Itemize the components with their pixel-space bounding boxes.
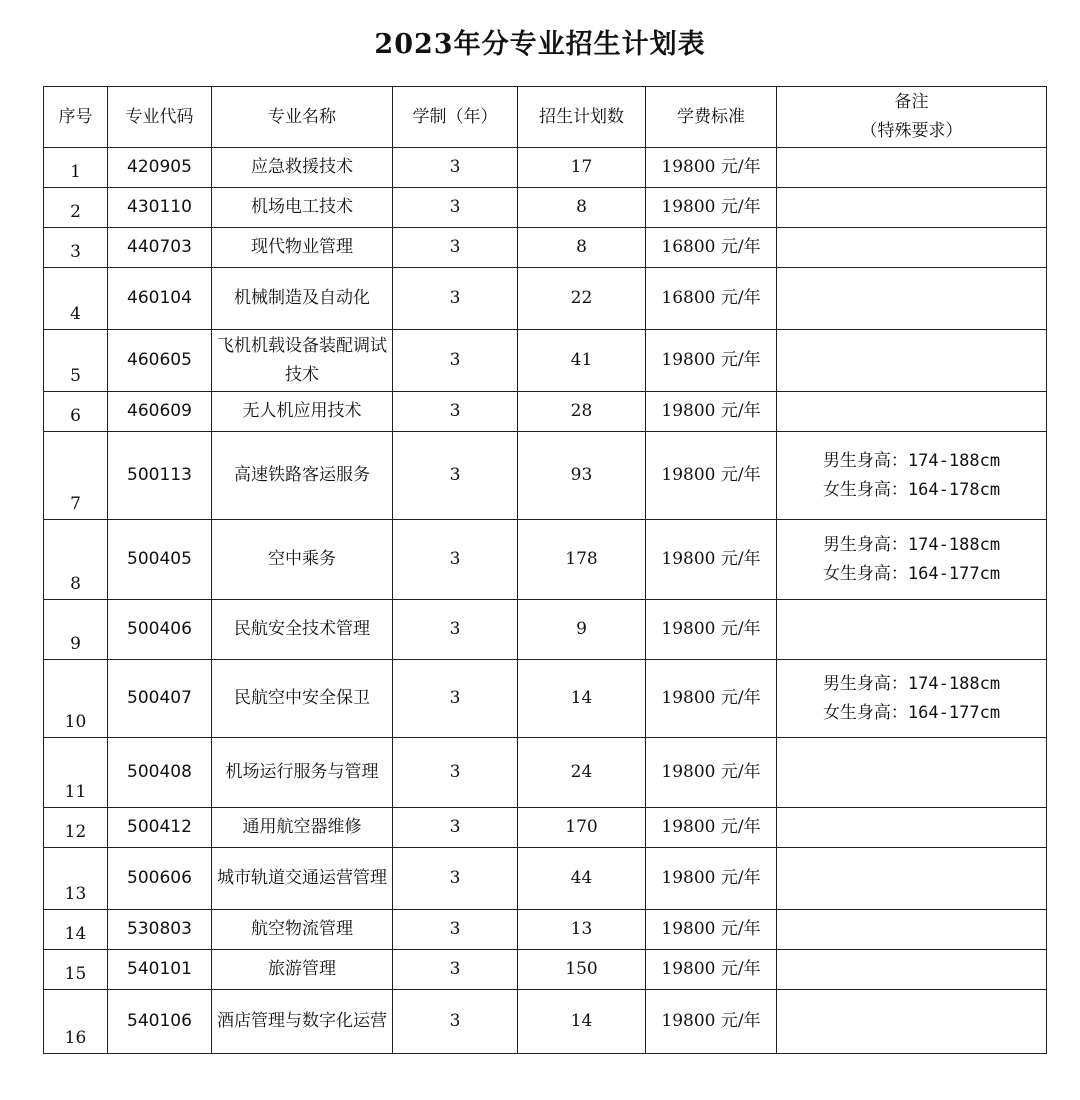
cell-note — [777, 738, 1047, 808]
cell-seq: 8 — [44, 520, 108, 600]
cell-duration: 3 — [393, 910, 518, 950]
cell-duration: 3 — [393, 738, 518, 808]
cell-major-name: 应急救援技术 — [212, 148, 393, 188]
table-row — [44, 738, 1047, 808]
cell-major-code: 430110 — [108, 188, 212, 228]
cell-major-name: 民航空中安全保卫 — [212, 660, 393, 738]
cell-duration: 3 — [393, 432, 518, 520]
header-note — [777, 87, 1047, 148]
header-note-title: 备注 — [894, 92, 929, 112]
cell-fee: 19800 元/年 — [646, 848, 777, 910]
cell-quota: 170 — [518, 808, 646, 848]
cell-duration: 3 — [393, 148, 518, 188]
cell-major-code: 460609 — [108, 392, 212, 432]
cell-major-name: 酒店管理与数字化运营 — [212, 990, 393, 1054]
note-line: 女生身高：164-178cm — [822, 479, 1001, 500]
table-row — [44, 950, 1047, 990]
cell-fee: 19800 元/年 — [646, 950, 777, 990]
cell-major-code: 460605 — [108, 330, 212, 392]
cell-duration: 3 — [393, 950, 518, 990]
cell-seq: 2 — [44, 188, 108, 228]
cell-note — [777, 432, 1047, 520]
cell-major-code: 440703 — [108, 228, 212, 268]
cell-major-code: 460104 — [108, 268, 212, 330]
cell-duration: 3 — [393, 660, 518, 738]
cell-major-code: 500408 — [108, 738, 212, 808]
cell-major-name: 城市轨道交通运营管理 — [212, 848, 393, 910]
cell-quota: 93 — [518, 432, 646, 520]
table-body — [44, 148, 1047, 1054]
cell-major-name: 旅游管理 — [212, 950, 393, 990]
cell-fee: 19800 元/年 — [646, 148, 777, 188]
table-row — [44, 228, 1047, 268]
cell-seq: 12 — [44, 808, 108, 848]
cell-duration: 3 — [393, 228, 518, 268]
cell-quota: 8 — [518, 228, 646, 268]
cell-fee: 19800 元/年 — [646, 520, 777, 600]
cell-major-code: 530803 — [108, 910, 212, 950]
cell-note — [777, 950, 1047, 990]
cell-major-code: 500606 — [108, 848, 212, 910]
cell-major-code: 420905 — [108, 148, 212, 188]
cell-seq: 13 — [44, 848, 108, 910]
cell-quota: 14 — [518, 660, 646, 738]
header-code: 专业代码 — [108, 87, 212, 148]
cell-duration: 3 — [393, 330, 518, 392]
cell-duration: 3 — [393, 392, 518, 432]
table-row — [44, 910, 1047, 950]
cell-major-code: 500412 — [108, 808, 212, 848]
cell-quota: 14 — [518, 990, 646, 1054]
page-title: 2023年分专业招生计划表 — [374, 29, 706, 60]
cell-note — [777, 148, 1047, 188]
cell-quota: 41 — [518, 330, 646, 392]
cell-major-code: 500407 — [108, 660, 212, 738]
cell-seq: 6 — [44, 392, 108, 432]
cell-note — [777, 808, 1047, 848]
cell-fee: 19800 元/年 — [646, 600, 777, 660]
cell-major-name: 无人机应用技术 — [212, 392, 393, 432]
cell-note — [777, 392, 1047, 432]
table-row — [44, 148, 1047, 188]
note-line: 女生身高：164-177cm — [822, 702, 1001, 723]
cell-seq: 5 — [44, 330, 108, 392]
enrollment-plan-table — [43, 86, 1047, 1054]
cell-duration: 3 — [393, 520, 518, 600]
cell-note — [777, 990, 1047, 1054]
cell-note — [777, 910, 1047, 950]
header-seq: 序号 — [44, 87, 108, 148]
cell-major-code: 540106 — [108, 990, 212, 1054]
header-note-subtitle: （特殊要求） — [860, 121, 963, 141]
cell-seq: 11 — [44, 738, 108, 808]
cell-note — [777, 848, 1047, 910]
header-name: 专业名称 — [212, 87, 393, 148]
cell-fee: 19800 元/年 — [646, 432, 777, 520]
cell-duration: 3 — [393, 808, 518, 848]
cell-quota: 28 — [518, 392, 646, 432]
table-row — [44, 660, 1047, 738]
cell-fee: 19800 元/年 — [646, 392, 777, 432]
note-line: 女生身高：164-177cm — [822, 563, 1001, 584]
cell-seq: 14 — [44, 910, 108, 950]
note-line: 男生身高：174-188cm — [822, 673, 1001, 694]
cell-quota: 24 — [518, 738, 646, 808]
cell-note — [777, 268, 1047, 330]
table-row — [44, 268, 1047, 330]
table-row — [44, 188, 1047, 228]
cell-fee: 16800 元/年 — [646, 268, 777, 330]
table-row — [44, 600, 1047, 660]
cell-fee: 19800 元/年 — [646, 910, 777, 950]
cell-quota: 8 — [518, 188, 646, 228]
table-header-row — [44, 87, 1047, 148]
cell-major-name: 机场运行服务与管理 — [212, 738, 393, 808]
cell-major-name: 通用航空器维修 — [212, 808, 393, 848]
header-quota: 招生计划数 — [518, 87, 646, 148]
table-row — [44, 392, 1047, 432]
table-row — [44, 330, 1047, 392]
table-row — [44, 990, 1047, 1054]
cell-fee: 19800 元/年 — [646, 330, 777, 392]
cell-major-name: 机械制造及自动化 — [212, 268, 393, 330]
cell-duration: 3 — [393, 848, 518, 910]
table-row — [44, 432, 1047, 520]
cell-fee: 19800 元/年 — [646, 188, 777, 228]
cell-duration: 3 — [393, 600, 518, 660]
cell-major-name: 飞机机载设备装配调试技术 — [212, 330, 393, 392]
cell-seq: 4 — [44, 268, 108, 330]
cell-note — [777, 660, 1047, 738]
cell-quota: 17 — [518, 148, 646, 188]
cell-duration: 3 — [393, 188, 518, 228]
cell-seq: 9 — [44, 600, 108, 660]
table-row — [44, 848, 1047, 910]
table-row — [44, 808, 1047, 848]
cell-quota: 44 — [518, 848, 646, 910]
cell-note — [777, 520, 1047, 600]
cell-fee: 16800 元/年 — [646, 228, 777, 268]
cell-fee: 19800 元/年 — [646, 990, 777, 1054]
cell-seq: 15 — [44, 950, 108, 990]
cell-major-name: 航空物流管理 — [212, 910, 393, 950]
cell-major-name: 机场电工技术 — [212, 188, 393, 228]
cell-major-name: 民航安全技术管理 — [212, 600, 393, 660]
cell-fee: 19800 元/年 — [646, 808, 777, 848]
cell-fee: 19800 元/年 — [646, 738, 777, 808]
note-line: 男生身高：174-188cm — [822, 534, 1001, 555]
cell-major-code: 500406 — [108, 600, 212, 660]
note-line: 男生身高：174-188cm — [822, 450, 1001, 471]
cell-duration: 3 — [393, 990, 518, 1054]
cell-note — [777, 188, 1047, 228]
header-duration: 学制（年） — [393, 87, 518, 148]
cell-quota: 13 — [518, 910, 646, 950]
cell-major-name: 高速铁路客运服务 — [212, 432, 393, 520]
cell-fee: 19800 元/年 — [646, 660, 777, 738]
cell-note — [777, 330, 1047, 392]
cell-major-name: 现代物业管理 — [212, 228, 393, 268]
cell-quota: 178 — [518, 520, 646, 600]
cell-seq: 3 — [44, 228, 108, 268]
cell-duration: 3 — [393, 268, 518, 330]
cell-major-code: 500405 — [108, 520, 212, 600]
cell-note — [777, 600, 1047, 660]
cell-seq: 1 — [44, 148, 108, 188]
cell-quota: 9 — [518, 600, 646, 660]
cell-seq: 7 — [44, 432, 108, 520]
cell-quota: 150 — [518, 950, 646, 990]
cell-major-name: 空中乘务 — [212, 520, 393, 600]
header-fee: 学费标准 — [646, 87, 777, 148]
cell-quota: 22 — [518, 268, 646, 330]
cell-seq: 10 — [44, 660, 108, 738]
cell-note — [777, 228, 1047, 268]
cell-seq: 16 — [44, 990, 108, 1054]
cell-major-code: 540101 — [108, 950, 212, 990]
table-row — [44, 520, 1047, 600]
cell-major-code: 500113 — [108, 432, 212, 520]
